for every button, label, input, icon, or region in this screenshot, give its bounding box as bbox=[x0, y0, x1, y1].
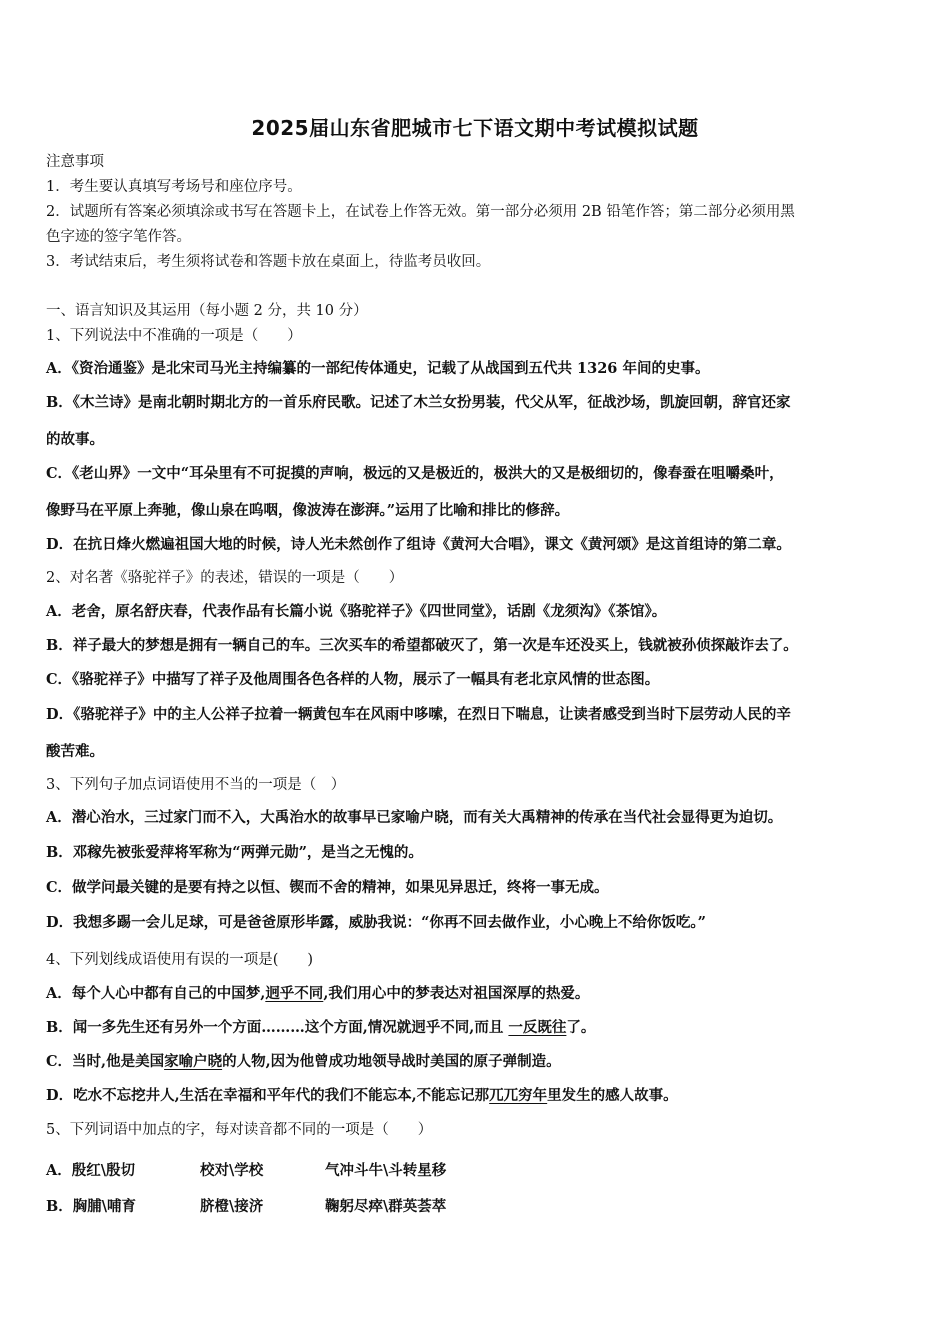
q5-a-pair-3: 气冲斗牛\斗转星移 bbox=[325, 1162, 447, 1179]
q2-option-b: B．祥子最大的梦想是拥有一辆自己的车。三次买车的希望都破灭了，第一次是车还没买上，钱就被孙侦探敲诈去了。 bbox=[46, 637, 798, 654]
q5-a-pair-2: 校对\学校 bbox=[200, 1162, 264, 1179]
q4-b-text: B．闻一多先生还有另外一个方面………这个方面,情况就迥乎不同,而且 bbox=[46, 1019, 509, 1036]
q4-option-c bbox=[46, 1052, 916, 1072]
notice-item-2-cont: 色字迹的签字笔作答。 bbox=[46, 229, 191, 245]
q1-option-b-cont: 的故事。 bbox=[46, 431, 104, 448]
q4-a-underlined-idiom: 迥乎不同 bbox=[265, 985, 324, 1002]
q3-option-d: D．我想多踢一会儿足球，可是爸爸原形毕露，威胁我说：“你再不回去做作业，小心晚上不给你饭吃。” bbox=[46, 914, 707, 931]
q2-stem: 2、对名著《骆驼祥子》的表述，错误的一项是（ ） bbox=[46, 570, 404, 586]
q4-d-underlined-idiom: 兀兀穷年 bbox=[489, 1087, 548, 1104]
q5-a-pair-1: A．殷红\殷切 bbox=[46, 1162, 136, 1179]
notice-item-1: 1．考生要认真填写考场号和座位序号。 bbox=[46, 179, 302, 195]
notice-item-2: 2．试题所有答案必须填涂或书写在答题卡上，在试卷上作答无效。第一部分必须用 2B 铅笔作答；第二部分必须用黑 bbox=[46, 204, 795, 220]
q3-option-b: B．邓稼先被张爱萍将军称为“两弹元勋”，是当之无愧的。 bbox=[46, 844, 423, 861]
q4-option-a bbox=[46, 984, 916, 1004]
section-heading: 一、语言知识及其运用（每小题 2 分，共 10 分） bbox=[46, 303, 368, 319]
q1-option-c-cont: 像野马在平原上奔驰，像山泉在呜咽，像波涛在澎湃。”运用了比喻和排比的修辞。 bbox=[46, 502, 570, 519]
q4-d-text-end: 里发生的感人故事。 bbox=[547, 1087, 678, 1104]
q1-option-d: D．在抗日烽火燃遍祖国大地的时候，诗人光未然创作了组诗《黄河大合唱》，课文《黄河颂》是这首组诗的第二章。 bbox=[46, 536, 791, 553]
q5-option-b bbox=[46, 1197, 916, 1217]
q5-b-pair-2: 脐橙\接济 bbox=[200, 1198, 264, 1215]
q1-option-b: B．《木兰诗》是南北朝时期北方的一首乐府民歌。记述了木兰女扮男装，代父从军，征战沙场，凯旋回朝，辞官还家 bbox=[46, 394, 791, 411]
q2-option-d: D．《骆驼祥子》中的主人公祥子拉着一辆黄包车在风雨中哆嗦，在烈日下喘息，让读者感受到当时下层劳动人民的辛 bbox=[46, 706, 791, 723]
q3-option-c: C．做学问最关键的是要有持之以恒、锲而不舍的精神，如果见异思迁，终将一事无成。 bbox=[46, 879, 609, 896]
q4-c-text-end: 的人物,因为他曾成功地领导战时美国的原子弹制造。 bbox=[222, 1053, 561, 1070]
q5-b-pair-3: 鞠躬尽瘁\群英荟萃 bbox=[325, 1198, 447, 1215]
q2-option-d-cont: 酸苦难。 bbox=[46, 743, 104, 760]
q4-option-d bbox=[46, 1086, 916, 1106]
q4-b-underlined-idiom: 一反既往 bbox=[508, 1019, 567, 1036]
q4-c-text: C．当时,他是美国 bbox=[46, 1053, 165, 1070]
q5-option-a bbox=[46, 1161, 916, 1181]
q4-b-text-end: 了。 bbox=[566, 1019, 596, 1036]
q4-d-text: D．吃水不忘挖井人,生活在幸福和平年代的我们不能忘本,不能忘记那 bbox=[46, 1087, 490, 1104]
q4-a-text: A．每个人心中都有自己的中国梦, bbox=[46, 985, 266, 1002]
q5-stem: 5、下列词语中加点的字，每对读音都不同的一项是（ ） bbox=[46, 1122, 433, 1138]
q1-option-c: C．《老山界》一文中“耳朵里有不可捉摸的声响，极远的又是极近的，极洪大的又是极细切的，像春蚕在咀嚼桑叶， bbox=[46, 465, 784, 482]
q4-c-underlined-idiom: 家喻户晓 bbox=[164, 1053, 223, 1070]
q3-option-a: A．潜心治水，三过家门而不入，大禹治水的故事早已家喻户晓，而有关大禹精神的传承在当代社会显得更为迫切。 bbox=[46, 809, 783, 826]
q2-option-a: A．老舍，原名舒庆春，代表作品有长篇小说《骆驼祥子》《四世同堂》，话剧《龙须沟》《茶馆》。 bbox=[46, 603, 667, 620]
notice-heading: 注意事项 bbox=[46, 154, 104, 170]
q1-option-a: A．《资治通鉴》是北宋司马光主持编纂的一部纪传体通史，记载了从战国到五代共 1326 年间的史事。 bbox=[46, 360, 710, 377]
q4-option-b bbox=[46, 1018, 916, 1038]
q3-stem: 3、下列句子加点词语使用不当的一项是（ ） bbox=[46, 777, 346, 793]
q5-b-pair-1: B．胸脯\哺育 bbox=[46, 1198, 137, 1215]
q4-a-text-end: ,我们用心中的梦表达对祖国深厚的热爱。 bbox=[323, 985, 590, 1002]
notice-item-3: 3．考试结束后，考生须将试卷和答题卡放在桌面上，待监考员收回。 bbox=[46, 254, 491, 270]
q2-option-c: C．《骆驼祥子》中描写了祥子及他周围各色各样的人物，展示了一幅具有老北京风情的世态图。 bbox=[46, 671, 660, 688]
q1-stem: 1、下列说法中不准确的一项是（ ） bbox=[46, 328, 302, 344]
q4-stem: 4、下列划线成语使用有误的一项是( ) bbox=[46, 952, 314, 968]
page-title: 2025届山东省肥城市七下语文期中考试模拟试题 bbox=[251, 116, 699, 140]
